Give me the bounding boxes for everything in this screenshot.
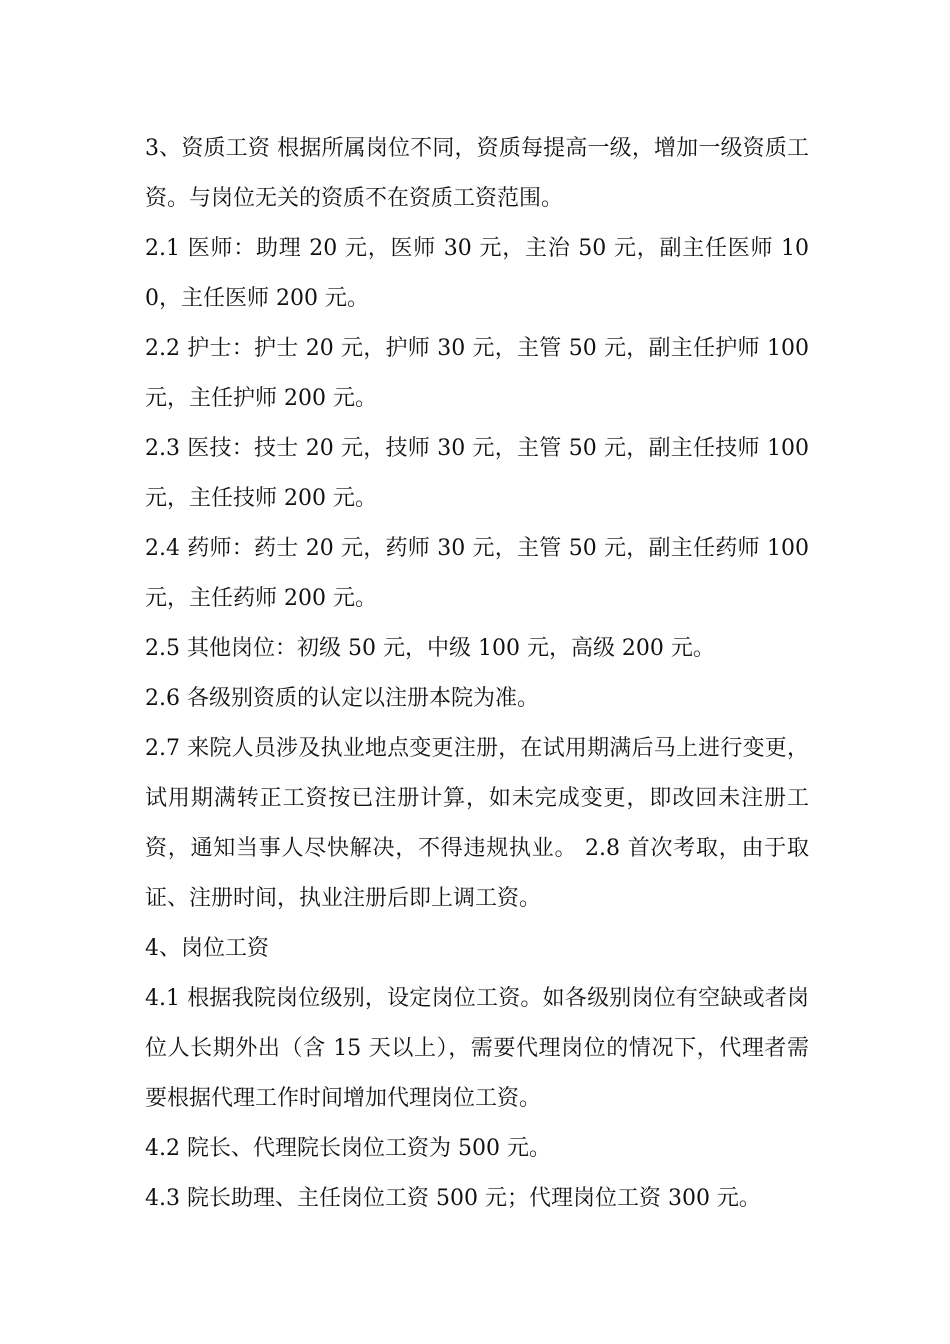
paragraph-qualification-salary: 3、资质工资 根据所属岗位不同，资质每提高一级，增加一级资质工资。与岗位无关的资质不在资质工资范围。 xyxy=(145,136,809,211)
paragraph-pharmacist: 2.4 药师：药士 20 元，药师 30 元，主管 50 元，副主任药师 100 元，主任药师 200 元。 xyxy=(145,536,809,611)
document-page xyxy=(145,124,809,1224)
paragraph-position-salary-heading: 4、岗位工资 xyxy=(145,936,269,961)
paragraph-medical-technician: 2.3 医技：技士 20 元，技师 30 元，主管 50 元，副主任技师 100 元，主任技师 200 元。 xyxy=(145,436,809,511)
paragraph-nurse: 2.2 护士：护士 20 元，护师 30 元，主管 50 元，副主任护师 100 元，主任护师 200 元。 xyxy=(145,336,809,411)
paragraph-position-salary-rule: 4.1 根据我院岗位级别，设定岗位工资。如各级别岗位有空缺或者岗位人长期外出（含 15 天以上），需要代理岗位的情况下，代理者需要根据代理工作时间增加代理岗位工资。 xyxy=(145,986,809,1111)
paragraph-president-salary: 4.2 院长、代理院长岗位工资为 500 元。 xyxy=(145,1136,551,1161)
paragraph-physician: 2.1 医师：助理 20 元，医师 30 元，主治 50 元，副主任医师 100，主任医师 200 元。 xyxy=(145,236,809,311)
paragraph-registration-change: 2.7 来院人员涉及执业地点变更注册，在试用期满后马上进行变更，试用期满转正工资按已注册计算，如未完成变更，即改回未注册工资，通知当事人尽快解决，不得违规执业。 2.8 首次考取，由于取证、注册时间，执业注册后即上调工资。 xyxy=(145,736,809,911)
paragraph-other-positions: 2.5 其他岗位：初级 50 元，中级 100 元，高级 200 元。 xyxy=(145,636,715,661)
paragraph-assistant-director-salary: 4.3 院长助理、主任岗位工资 500 元；代理岗位工资 300 元。 xyxy=(145,1186,761,1211)
paragraph-qualification-recognition: 2.6 各级别资质的认定以注册本院为准。 xyxy=(145,686,539,711)
